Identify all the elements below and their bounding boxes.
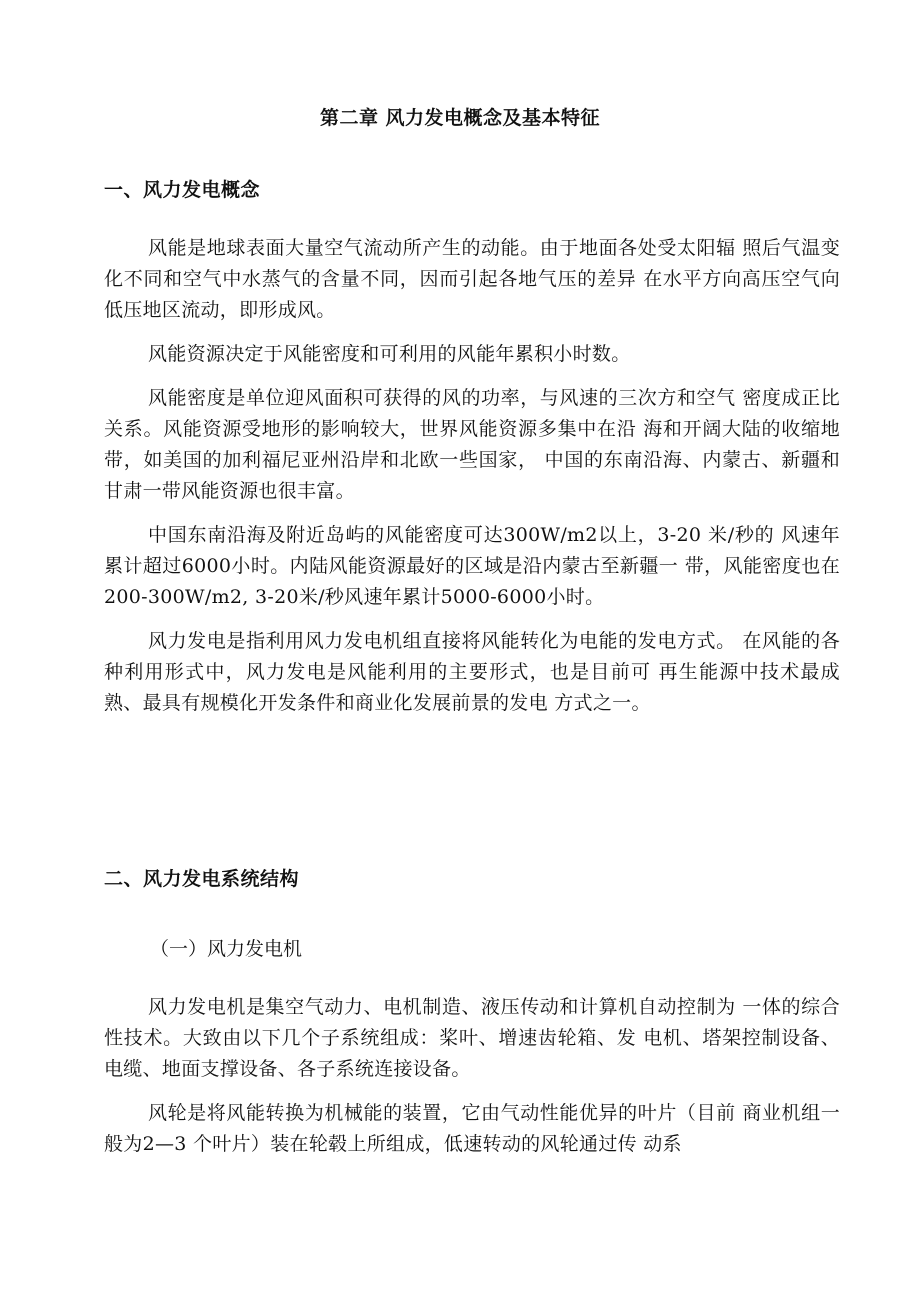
paragraph: 中国东南沿海及附近岛屿的风能密度可达300W/m2以上，3-20 米/秒的 风速年累计超过6000小时。内陆风能资源最好的区域是沿内蒙古至新疆一 带，风能密度也在200-300W/m2, 3-20米/秒风速年累计5000-6000小时。 <box>104 524 840 608</box>
subsection-heading-wind-turbine: （一）风力发电机 <box>150 938 303 960</box>
section-system-structure-body <box>104 992 840 1160</box>
paragraph: 风力发电机是集空气动力、电机制造、液压传动和计算机自动控制为 一体的综合性技术。大致由以下几个子系统组成：桨叶、增速齿轮箱、发 电机、塔架控制设备、电缆、地面支撑设备、各子系统连接设备。 <box>104 996 840 1080</box>
chapter-title: 第二章 风力发电概念及基本特征 <box>319 107 601 129</box>
paragraph: 风能资源决定于风能密度和可利用的风能年累积小时数。 <box>148 343 631 365</box>
paragraph: 风能密度是单位迎风面积可获得的风的功率，与风速的三次方和空气 密度成正比关系。风能资源受地形的影响较大，世界风能资源多集中在沿 海和开阔大陆的收缩地带，如美国的加利福尼亚州沿岸和北欧一些国家， 中国的东南沿海、内蒙古、新疆和甘肃一带风能资源也很丰富。 <box>104 387 840 502</box>
paragraph: 风力发电是指利用风力发电机组直接将风能转化为电能的发电方式。 在风能的各种利用形式中，风力发电是风能利用的主要形式，也是目前可 再生能源中技术最成熟、最具有规模化开发条件和商业化发展前景的发电 方式之一。 <box>104 630 840 714</box>
paragraph: 风能是地球表面大量空气流动所产生的动能。由于地面各处受太阳辐 照后气温变化不同和空气中水蒸气的含量不同，因而引起各地气压的差异 在水平方向高压空气向低压地区流动，即形成风。 <box>104 237 840 321</box>
section-heading-system-structure: 二、风力发电系统结构 <box>104 868 300 890</box>
paragraph: 风轮是将风能转换为机械能的装置，它由气动性能优异的叶片（目前 商业机组一般为2—3 个叶片）装在轮毂上所组成，低速转动的风轮通过传 动系 <box>104 1102 840 1155</box>
section-heading-wind-power-concept: 一、风力发电概念 <box>104 179 261 201</box>
section-wind-power-concept-body <box>104 233 840 719</box>
